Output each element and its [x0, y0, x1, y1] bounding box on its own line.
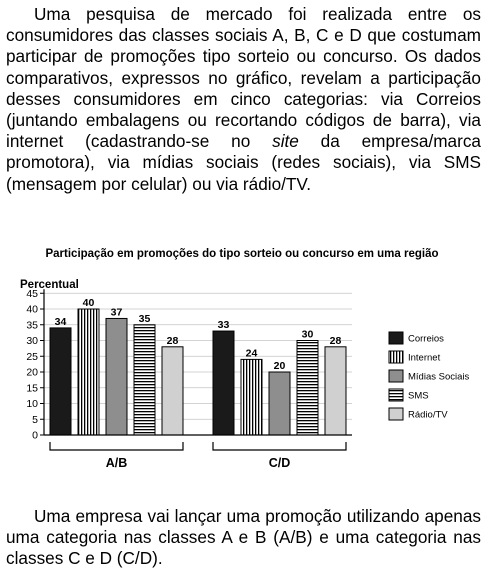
bar [50, 328, 71, 435]
legend-swatch [389, 408, 403, 420]
bar-value-label: 28 [166, 334, 179, 347]
bar [162, 347, 183, 435]
intro-paragraph [6, 4, 481, 195]
legend-label: Correios [408, 333, 444, 345]
legend-label: Internet [408, 352, 441, 364]
category-label: C/D [268, 456, 291, 470]
legend-label: SMS [408, 390, 429, 402]
bar [134, 325, 155, 435]
legend [389, 332, 469, 421]
bar [241, 359, 262, 435]
bar-value-label: 20 [273, 360, 286, 372]
legend-swatch [389, 332, 403, 344]
y-tick-label: 20 [26, 366, 38, 379]
category-brackets [50, 442, 346, 470]
y-tick-label: 15 [26, 382, 38, 395]
bar-value-label: 34 [54, 315, 67, 328]
y-tick-label: 40 [26, 303, 38, 316]
legend-swatch [389, 351, 403, 363]
bar-value-label: 30 [301, 328, 314, 341]
y-tick-label: 0 [32, 429, 38, 442]
legend-swatch [389, 389, 403, 401]
y-tick-label: 5 [32, 413, 38, 426]
bar [297, 341, 318, 436]
bar-value-label: 40 [82, 297, 95, 309]
intro-text-b: da empresa/marca promotora), via mídias sociais (redes sociais), via SMS (mensagem por celular) ou via rádio/TV. [6, 131, 481, 194]
bar-value-label: 35 [138, 312, 151, 325]
question-paragraph [6, 506, 481, 570]
y-tick-label: 45 [26, 287, 38, 300]
y-axis-label: Percentual [20, 279, 79, 291]
bar-value-label: 37 [110, 306, 123, 319]
bar-value-label: 33 [217, 319, 230, 332]
y-tick-label: 10 [26, 398, 38, 410]
bar-value-label: 28 [329, 334, 342, 347]
category-bracket [213, 442, 346, 450]
y-tick-label: 35 [26, 319, 38, 332]
legend-swatch [389, 370, 403, 382]
bar-value-label: 24 [245, 347, 258, 360]
legend-label: Mídias Sociais [408, 371, 470, 383]
bar [78, 309, 99, 435]
category-label: A/B [105, 456, 128, 470]
legend-label: Rádio/TV [408, 409, 448, 421]
bar-chart [0, 240, 485, 480]
y-tick-label: 30 [26, 335, 38, 347]
bar [325, 347, 346, 435]
intro-italic-site: site [272, 131, 299, 152]
question-text: Uma empresa vai lançar uma promoção utilizando apenas uma categoria nas classes A e B (A/B) e uma categoria nas classes C e D (C/D). [6, 506, 481, 569]
y-tick-label: 25 [26, 350, 38, 363]
bars [50, 297, 346, 435]
bar [269, 372, 290, 435]
bar [106, 318, 127, 435]
category-bracket [50, 442, 183, 450]
y-ticks [26, 288, 44, 442]
bar [213, 331, 234, 435]
intro-text-a: Uma pesquisa de mercado foi realizada entre os consumidores das classes sociais A, B, C e D que costumam participar de promoções tipo sorteio ou concurso. Os dados comparativos, expressos no gráfico, revelam a participação desses consumidores em cinco categorias: via Correios (juntando embalagens ou recortando códigos de barra), via internet (cadastrando-se no [6, 4, 481, 152]
chart-title: Participação em promoções do tipo sorteio ou concurso em uma região [45, 248, 439, 260]
